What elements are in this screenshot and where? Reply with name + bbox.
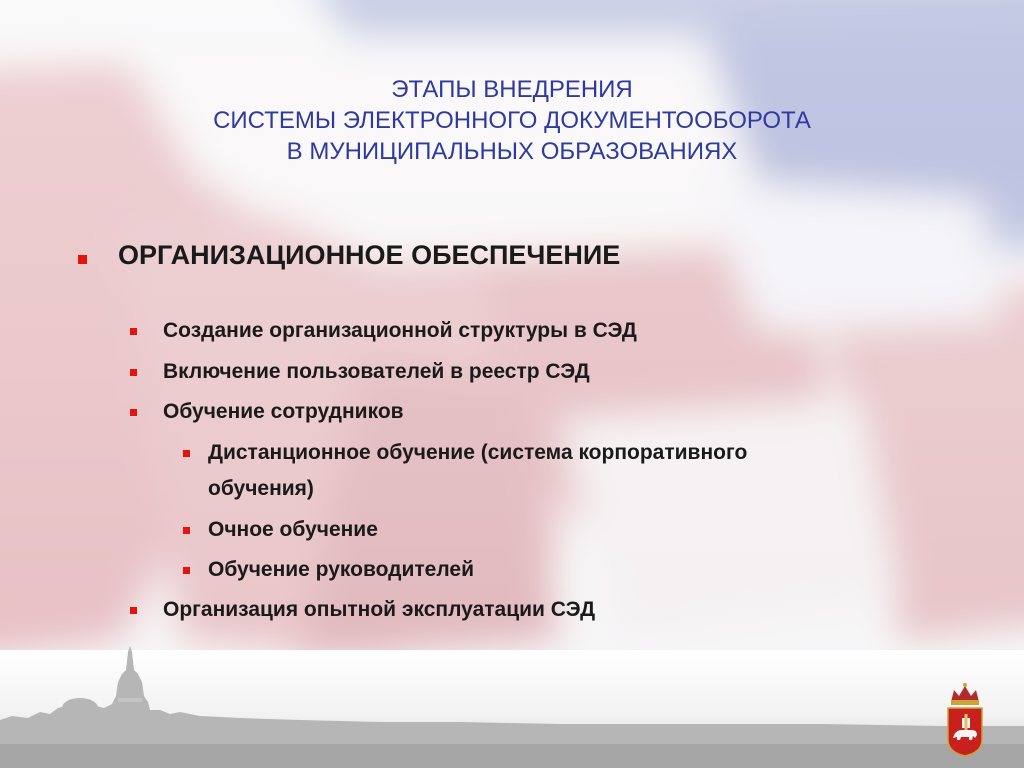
list-item-text: Обучение сотрудников <box>163 400 404 423</box>
bullet-icon <box>130 607 137 614</box>
title-line-1: ЭТАПЫ ВНЕДРЕНИЯ <box>391 76 633 103</box>
bullet-icon <box>183 527 190 534</box>
bullet-icon <box>183 567 190 574</box>
list-item-text: Создание организационной структуры в СЭД <box>163 319 637 342</box>
list-item-text: Включение пользователей в реестр СЭД <box>163 360 590 383</box>
sub-list-item-text: Очное обучение <box>208 518 378 541</box>
sub-list-item-text: Дистанционное обучение (система корпоративного <box>208 441 748 464</box>
title-line-3: В МУНИЦИПАЛЬНЫХ ОБРАЗОВАНИЯХ <box>286 138 738 165</box>
list-item-text: Организация опытной эксплуатации СЭД <box>163 598 596 621</box>
title-line-2: СИСТЕМЫ ЭЛЕКТРОННОГО ДОКУМЕНТООБОРОТА <box>213 107 811 134</box>
bullet-icon <box>130 328 137 335</box>
main-heading-text: ОРГАНИЗАЦИОННОЕ ОБЕСПЕЧЕНИЕ <box>118 240 621 270</box>
bullet-icon <box>130 409 137 416</box>
sub-list-item-text-continued: обучения) <box>208 477 314 500</box>
bullet-icon <box>130 369 137 376</box>
sub-list-item-text: Обучение руководителей <box>208 558 475 581</box>
bullet-icon <box>78 255 87 264</box>
bullet-icon <box>183 450 190 457</box>
